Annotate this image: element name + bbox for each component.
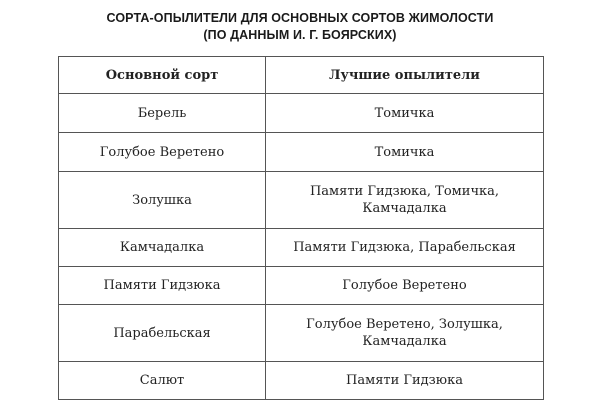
variety-cell: Парабельская	[59, 305, 266, 362]
header-row	[59, 57, 544, 94]
pollinators-cell: Памяти Гидзюка, Томичка, Камчадалка	[266, 172, 544, 229]
pollinator-table	[58, 56, 544, 400]
variety-cell: Памяти Гидзюка	[59, 267, 266, 305]
pollinators-cell: Томичка	[266, 94, 544, 133]
table-row	[59, 305, 544, 362]
table-row	[59, 133, 544, 172]
pollinators-cell: Памяти Гидзюка, Парабельская	[266, 229, 544, 267]
variety-cell: Берель	[59, 94, 266, 133]
table-title	[0, 10, 600, 44]
header-main-variety: Основной сорт	[59, 57, 266, 94]
variety-cell: Камчадалка	[59, 229, 266, 267]
pollinators-cell: Голубое Веретено	[266, 267, 544, 305]
table-row	[59, 362, 544, 400]
table-row	[59, 229, 544, 267]
pollinators-cell: Голубое Веретено, Золушка, Камчадалка	[266, 305, 544, 362]
title-line-2: (ПО ДАННЫМ И. Г. БОЯРСКИХ)	[203, 28, 397, 42]
header-best-pollinators: Лучшие опылители	[266, 57, 544, 94]
table-row	[59, 94, 544, 133]
variety-cell: Салют	[59, 362, 266, 400]
pollinators-cell: Томичка	[266, 133, 544, 172]
title-line-1: СОРТА-ОПЫЛИТЕЛИ ДЛЯ ОСНОВНЫХ СОРТОВ ЖИМОЛОСТИ	[106, 11, 494, 25]
table-row	[59, 267, 544, 305]
table-row	[59, 172, 544, 229]
variety-cell: Золушка	[59, 172, 266, 229]
pollinators-cell: Памяти Гидзюка	[266, 362, 544, 400]
variety-cell: Голубое Веретено	[59, 133, 266, 172]
